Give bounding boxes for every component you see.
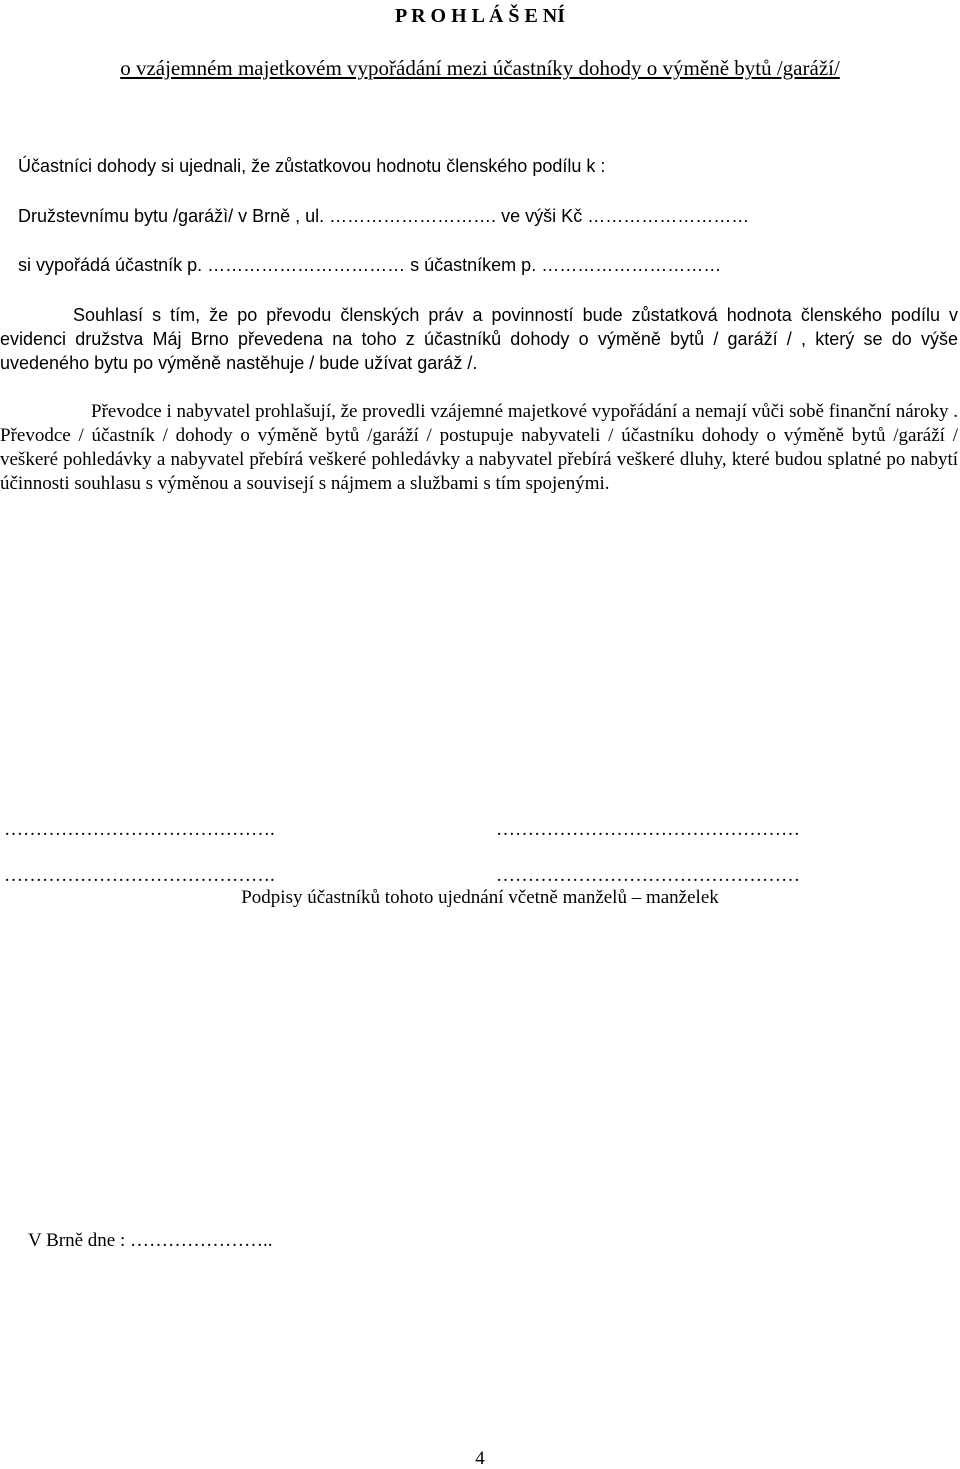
signature-label: Podpisy účastníků tohoto ujednání včetně manželů – manželek — [241, 887, 719, 908]
page-number: 4 — [475, 1448, 485, 1469]
paragraph-declaration: Převodce i nabyvatel prohlašují, že provedli vzájemné majetkové vypořádání a nemají vůči sobě finanční nároky . Převodce / účastník / dohody o výměně bytů /garáží / postupuje nabyvateli / účastníku dohody o výměně bytů /garáží / veškeré pohledávky a nabyvatel přebírá veškeré pohledávky a nabyvatel přebírá veškeré dluhy, které budou splatné po nabytí účinnosti souhlasu s výměnou a souvisejí s nájmem a službami s tím spojenými. — [0, 401, 958, 494]
settlement-line — [18, 256, 721, 274]
document-title: P R O H L Á Š E NÍ — [394, 5, 566, 27]
date-blank: ………………….. — [130, 1230, 273, 1251]
signature-line-1-left: ……………………………………. — [4, 819, 275, 840]
participant-b-blank: ………………………… — [541, 255, 722, 275]
participant-b-label: s účastníkem p. — [410, 255, 537, 275]
amount-label: ve výši Kč — [501, 206, 583, 226]
date-label: V Brně dne : — [28, 1230, 126, 1251]
intro-line: Účastníci dohody si ujednali, že zůstatkovou hodnotu členského podílu k : — [18, 156, 606, 176]
participant-a-blank: …………………………… — [207, 255, 406, 275]
document-subtitle: o vzájemném majetkovém vypořádání mezi účastníky dohody o výměně bytů /garáží/ — [120, 56, 840, 80]
signature-line-2-left: ……………………………………. — [4, 865, 275, 886]
paragraph-consent: Souhlasí s tím, že po převodu členských práv a povinností bude zůstatková hodnota členského podílu v evidenci družstva Máj Brno převedena na toho z účastníků dohody o výměně bytů / garáží / , který se do výše uvedeného bytu po výměně nastěhuje / bude užívat garáž /. — [0, 305, 958, 373]
street-blank: ………………………. — [329, 206, 497, 226]
signature-line-1-right: ………………………………………… — [496, 819, 800, 840]
amount-blank: ……………………… — [587, 206, 750, 226]
signature-line-2-right: ………………………………………… — [496, 865, 800, 886]
date-line — [28, 1231, 273, 1250]
settlement-prefix: si vypořádá účastník p. — [18, 255, 203, 275]
cooperative-unit-line — [18, 207, 749, 225]
cooperative-unit-prefix: Družstevnímu bytu /garážì/ v Brně , ul. — [18, 206, 325, 226]
